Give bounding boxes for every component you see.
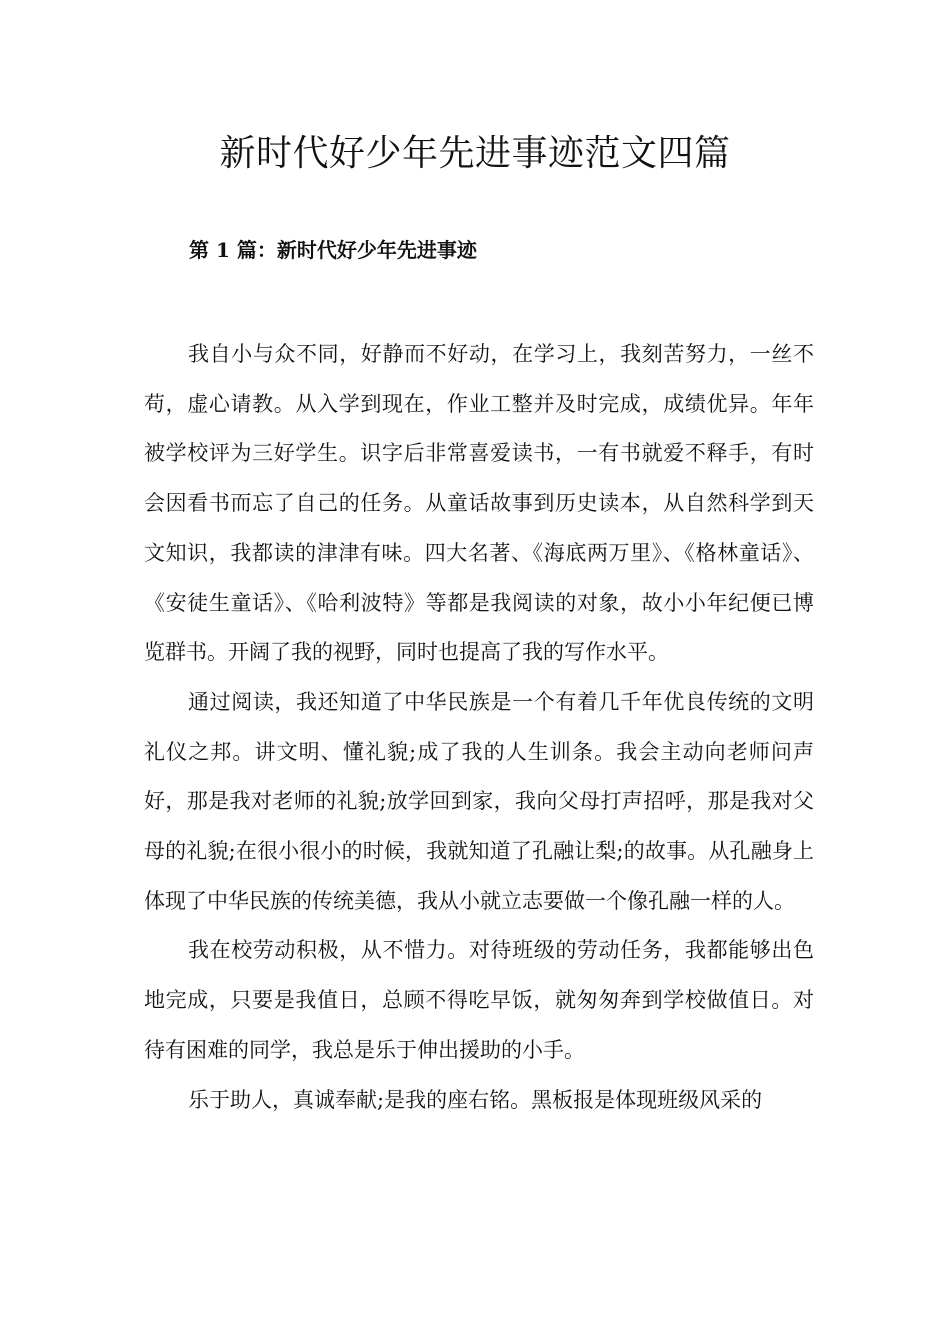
paragraph: 乐于助人，真诚奉献;是我的座右铭。黑板报是体现班级风采的 <box>188 1087 763 1112</box>
paragraph: 我在校劳动积极，从不惜力。对待班级的劳动任务，我都能够出色地完成，只要是我值日，总顾不得吃早饭，就匆匆奔到学校做值日。对待有困难的同学，我总是乐于伸出援助的小手。 <box>144 938 814 1062</box>
paragraph: 通过阅读，我还知道了中华民族是一个有着几千年优良传统的文明礼仪之邦。讲文明、懂礼貌;成了我的人生训条。我会主动向老师问声好，那是我对老师的礼貌;放学回到家，我向父母打声招呼，那是我对父母的礼貌;在很小很小的时候，我就知道了孔融让梨;的故事。从孔融身上体现了中华民族的传统美德，我从小就立志要做一个像孔融一样的人。 <box>144 689 814 913</box>
paragraph: 我自小与众不同，好静而不好动，在学习上，我刻苦努力，一丝不苟，虚心请教。从入学到现在，作业工整并及时完成，成绩优异。年年被学校评为三好学生。识字后非常喜爱读书，一有书就爱不释手，有时会因看书而忘了自己的任务。从童话故事到历史读本，从自然科学到天文知识，我都读的津津有味。四大名著、《海底两万里》、《格林童话》、《安徒生童话》、《哈利波特》等都是我阅读的对象，故小小年纪便已博览群书。开阔了我的视野，同时也提高了我的写作水平。 <box>144 342 814 665</box>
body-text <box>144 330 814 1125</box>
section-heading: 第 1 篇：新时代好少年先进事迹 <box>189 238 477 262</box>
document-title: 新时代好少年先进事迹范文四篇 <box>219 133 731 174</box>
